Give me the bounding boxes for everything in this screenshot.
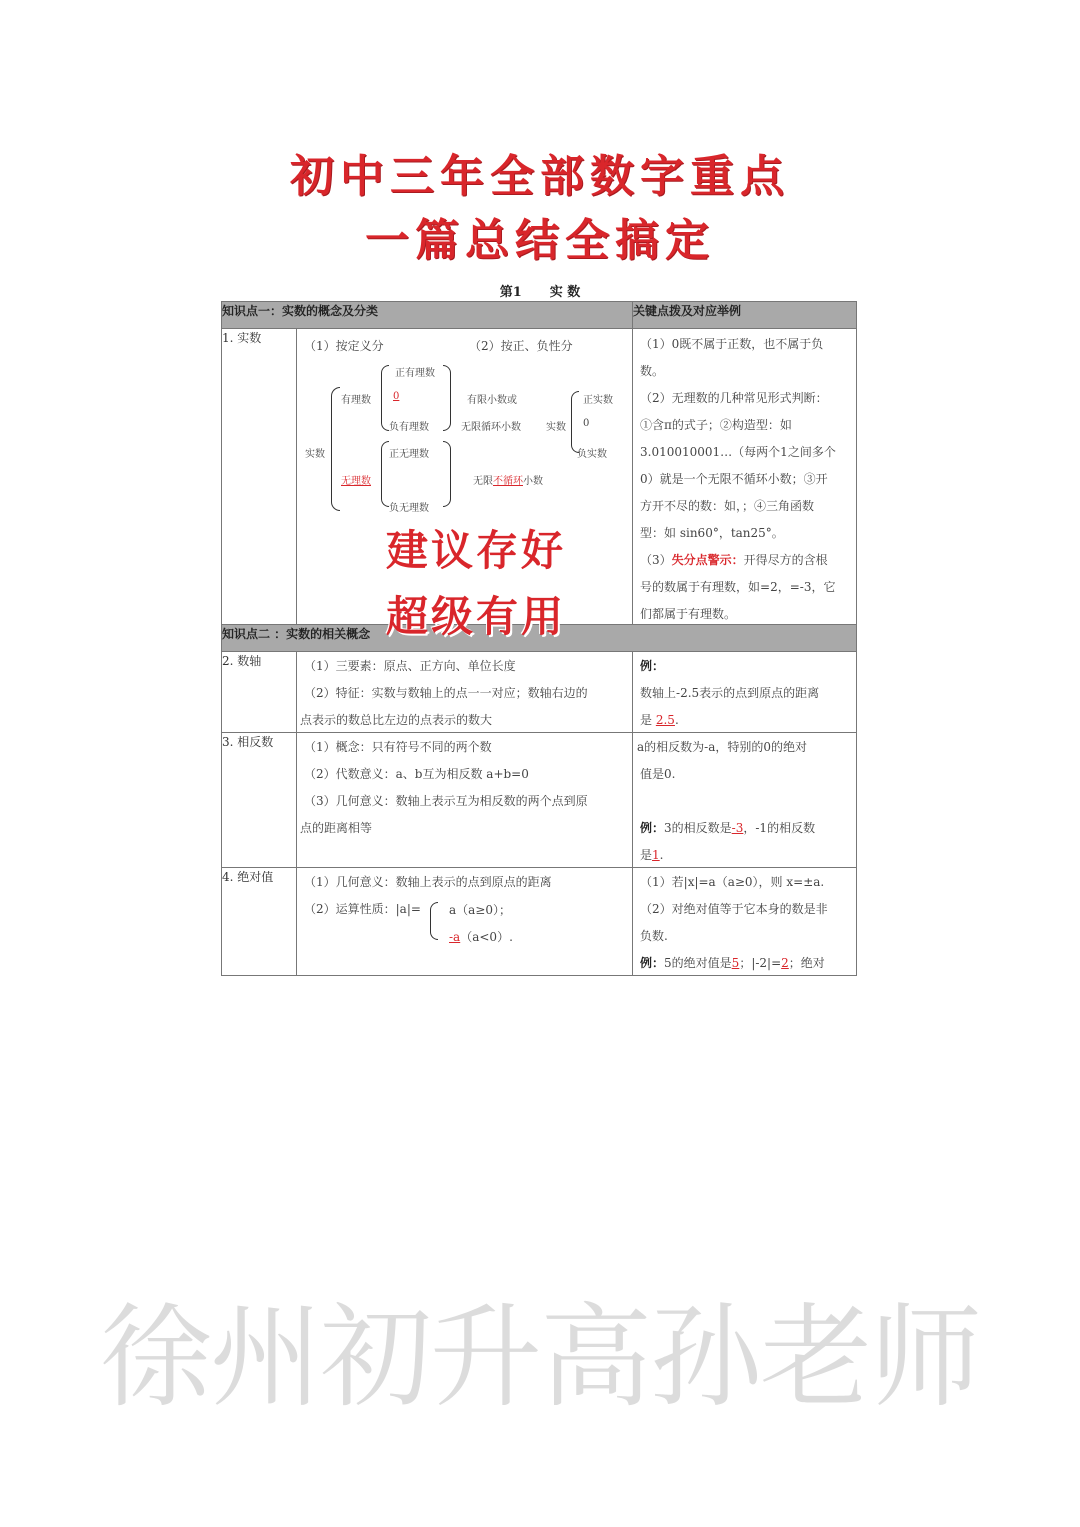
key-line: （2）无理数的几种常见形式判断： — [640, 391, 828, 405]
key-line: 0）就是一个无限不循环小数；③开 — [640, 472, 828, 486]
opposite-text: （3）几何意义：数轴上表示互为相反数的两个点到原 — [304, 794, 588, 808]
absolute-case-neg — [449, 928, 513, 945]
absolute-cell — [297, 868, 633, 976]
header-knowledge-1: 知识点一：实数的概念及分类 — [222, 302, 633, 329]
example-text: ；|-2|= — [739, 956, 782, 970]
opposite-text: 点的距离相等 — [300, 821, 373, 835]
example-text: 5的绝对值是 — [664, 956, 732, 970]
absolute-text: （2）运算性质：|a|= — [304, 902, 421, 916]
number-line-text: 点表示的数总比左边的点表示的数大 — [300, 713, 493, 727]
key-line: 3.010010001…（每两个1之间多个 — [640, 445, 836, 459]
row-label-real-numbers: 1. 实数 — [222, 329, 297, 625]
tree-real: 实数 — [305, 449, 325, 460]
example-text: ，-1的相反数 — [743, 821, 816, 835]
absolute-note: （2）对绝对值等于它本身的数是非 — [640, 902, 828, 916]
warning-label: 失分点警示： — [671, 553, 744, 567]
key-line-warning: （3）失分点警示：开得尽方的含根 — [640, 553, 828, 567]
chapter-topic: 实 数 — [549, 285, 581, 300]
example-text: 数轴上-2.5表示的点到原点的距离 — [640, 686, 820, 700]
brace-absolute — [430, 902, 438, 940]
key-line: 型：如 sin60°，tan25°。 — [640, 526, 784, 540]
overlay-save-hint: 建议存好 — [386, 526, 567, 575]
tree-rational: 有理数 — [341, 395, 371, 406]
tree-repeating: 无限循环小数 — [461, 422, 521, 433]
page-title-line-2: 一篇总结全搞定 — [365, 215, 715, 266]
example-text — [640, 711, 852, 728]
row-label-opposite: 3. 相反数 — [222, 733, 297, 868]
tree-nonrepeating-pre: 无限 — [473, 476, 493, 487]
tree-nonrepeating-post: 小数 — [523, 476, 543, 487]
by-sign-text: （2）按正、负性分 — [469, 339, 573, 353]
watermark: 徐州初升高孙老师 — [100, 1293, 980, 1423]
tree-zero: 0 — [393, 391, 400, 402]
example-answer: 2 — [781, 956, 789, 970]
example-label: 例： — [640, 956, 665, 970]
table-row — [222, 652, 857, 733]
tree-finite-decimal: 有限小数或 — [467, 395, 517, 406]
by-definition-text: （1）按定义分 — [304, 339, 384, 353]
opposite-cell — [297, 733, 633, 868]
absolute-note: （1）若|x|=a（a≥0），则 x=±a. — [640, 875, 825, 889]
example-text: 是 — [640, 848, 653, 862]
key-line: 数。 — [640, 364, 665, 378]
opposite-text: （2）代数意义：a、b互为相反数 a+b=0 — [304, 767, 529, 781]
absolute-text: （1）几何意义：数轴上表示的点到原点的距离 — [304, 875, 552, 889]
page-title-line-1: 初中三年全部数字重点 — [290, 151, 790, 202]
tree-neg-irrational: 负无理数 — [389, 503, 429, 514]
example-text: 3的相反数是 — [664, 821, 732, 835]
brace-rational-right — [443, 365, 451, 431]
table-row — [222, 329, 857, 625]
opposite-note: 值是0. — [640, 767, 676, 781]
number-line-text: （1）三要素：原点、正方向、单位长度 — [304, 659, 516, 673]
tree-nonrepeating — [473, 472, 543, 487]
example-label: 例： — [640, 659, 665, 673]
classification-cell — [297, 329, 633, 625]
example-answer: 5 — [731, 956, 740, 970]
brace-irrational-right — [443, 441, 451, 507]
tree-pos-irrational: 正无理数 — [389, 449, 429, 460]
opposite-example-cont — [640, 846, 852, 863]
tree-real-2: 实数 — [546, 422, 566, 433]
key-points-cell-1 — [633, 329, 857, 625]
tree-nonrepeating-mid: 不循环 — [493, 476, 523, 487]
key-line: 方开不尽的数：如，；④三角函数 — [640, 499, 815, 513]
tree-irrational: 无理数 — [341, 476, 371, 487]
brace-real — [331, 387, 340, 511]
brace-irrational — [381, 441, 389, 507]
opposite-text: （1）概念：只有符号不同的两个数 — [304, 740, 492, 754]
absolute-case-neg-value: -a — [449, 930, 461, 944]
number-line-example-cell — [633, 652, 857, 733]
example-text-post: . — [674, 713, 679, 727]
opposite-example — [640, 819, 852, 836]
example-text: ；绝对 — [788, 956, 825, 970]
absolute-case-neg-cond: （a<0）. — [460, 930, 513, 944]
key-line: （1）0既不属于正数，也不属于负 — [640, 337, 824, 351]
row-label-number-line: 2. 数轴 — [222, 652, 297, 733]
header-row-1 — [222, 302, 857, 329]
header-key-points: 关键点拨及对应举例 — [633, 302, 857, 329]
example-answer: -3 — [731, 821, 744, 835]
tree-pos-rational: 正有理数 — [395, 368, 435, 379]
number-line-text: （2）特征：实数与数轴上的点一一对应；数轴右边的 — [304, 686, 588, 700]
brace-rational — [381, 365, 389, 431]
absolute-example-cell — [633, 868, 857, 976]
key-line: 们都属于有理数。 — [640, 607, 737, 621]
absolute-case-pos: a（a≥0）； — [449, 903, 511, 917]
example-answer: 2.5 — [655, 713, 675, 727]
table-row — [222, 868, 857, 976]
tree-neg-rational: 负有理数 — [389, 422, 429, 433]
opposite-example-cell — [633, 733, 857, 868]
example-text: . — [659, 848, 664, 862]
row-label-absolute: 4. 绝对值 — [222, 868, 297, 976]
key-line: 号的数属于有理数，如=2，=-3，它 — [640, 580, 836, 594]
tree-pos-real: 正实数 — [583, 395, 613, 406]
absolute-note: 负数. — [640, 929, 668, 943]
header-knowledge-2: 知识点二 ：实数的相关概念 — [222, 625, 857, 652]
chapter-number: 第1 — [499, 285, 522, 300]
example-label: 例： — [640, 821, 665, 835]
key-line: ①含π的式子；②构造型：如 — [640, 418, 792, 432]
tree-zero-2: 0 — [583, 418, 590, 429]
opposite-note: a的相反数为-a，特别的0的绝对 — [637, 740, 808, 754]
table-row — [222, 733, 857, 868]
brace-real-sign — [571, 391, 579, 453]
number-line-cell — [297, 652, 633, 733]
chapter-caption — [0, 281, 1080, 300]
overlay-useful-hint: 超级有用 — [386, 592, 567, 641]
example-text-pre: 是 — [640, 713, 653, 727]
absolute-example — [640, 954, 852, 971]
tree-neg-real: 负实数 — [577, 449, 607, 460]
example-answer: 1 — [652, 848, 660, 862]
